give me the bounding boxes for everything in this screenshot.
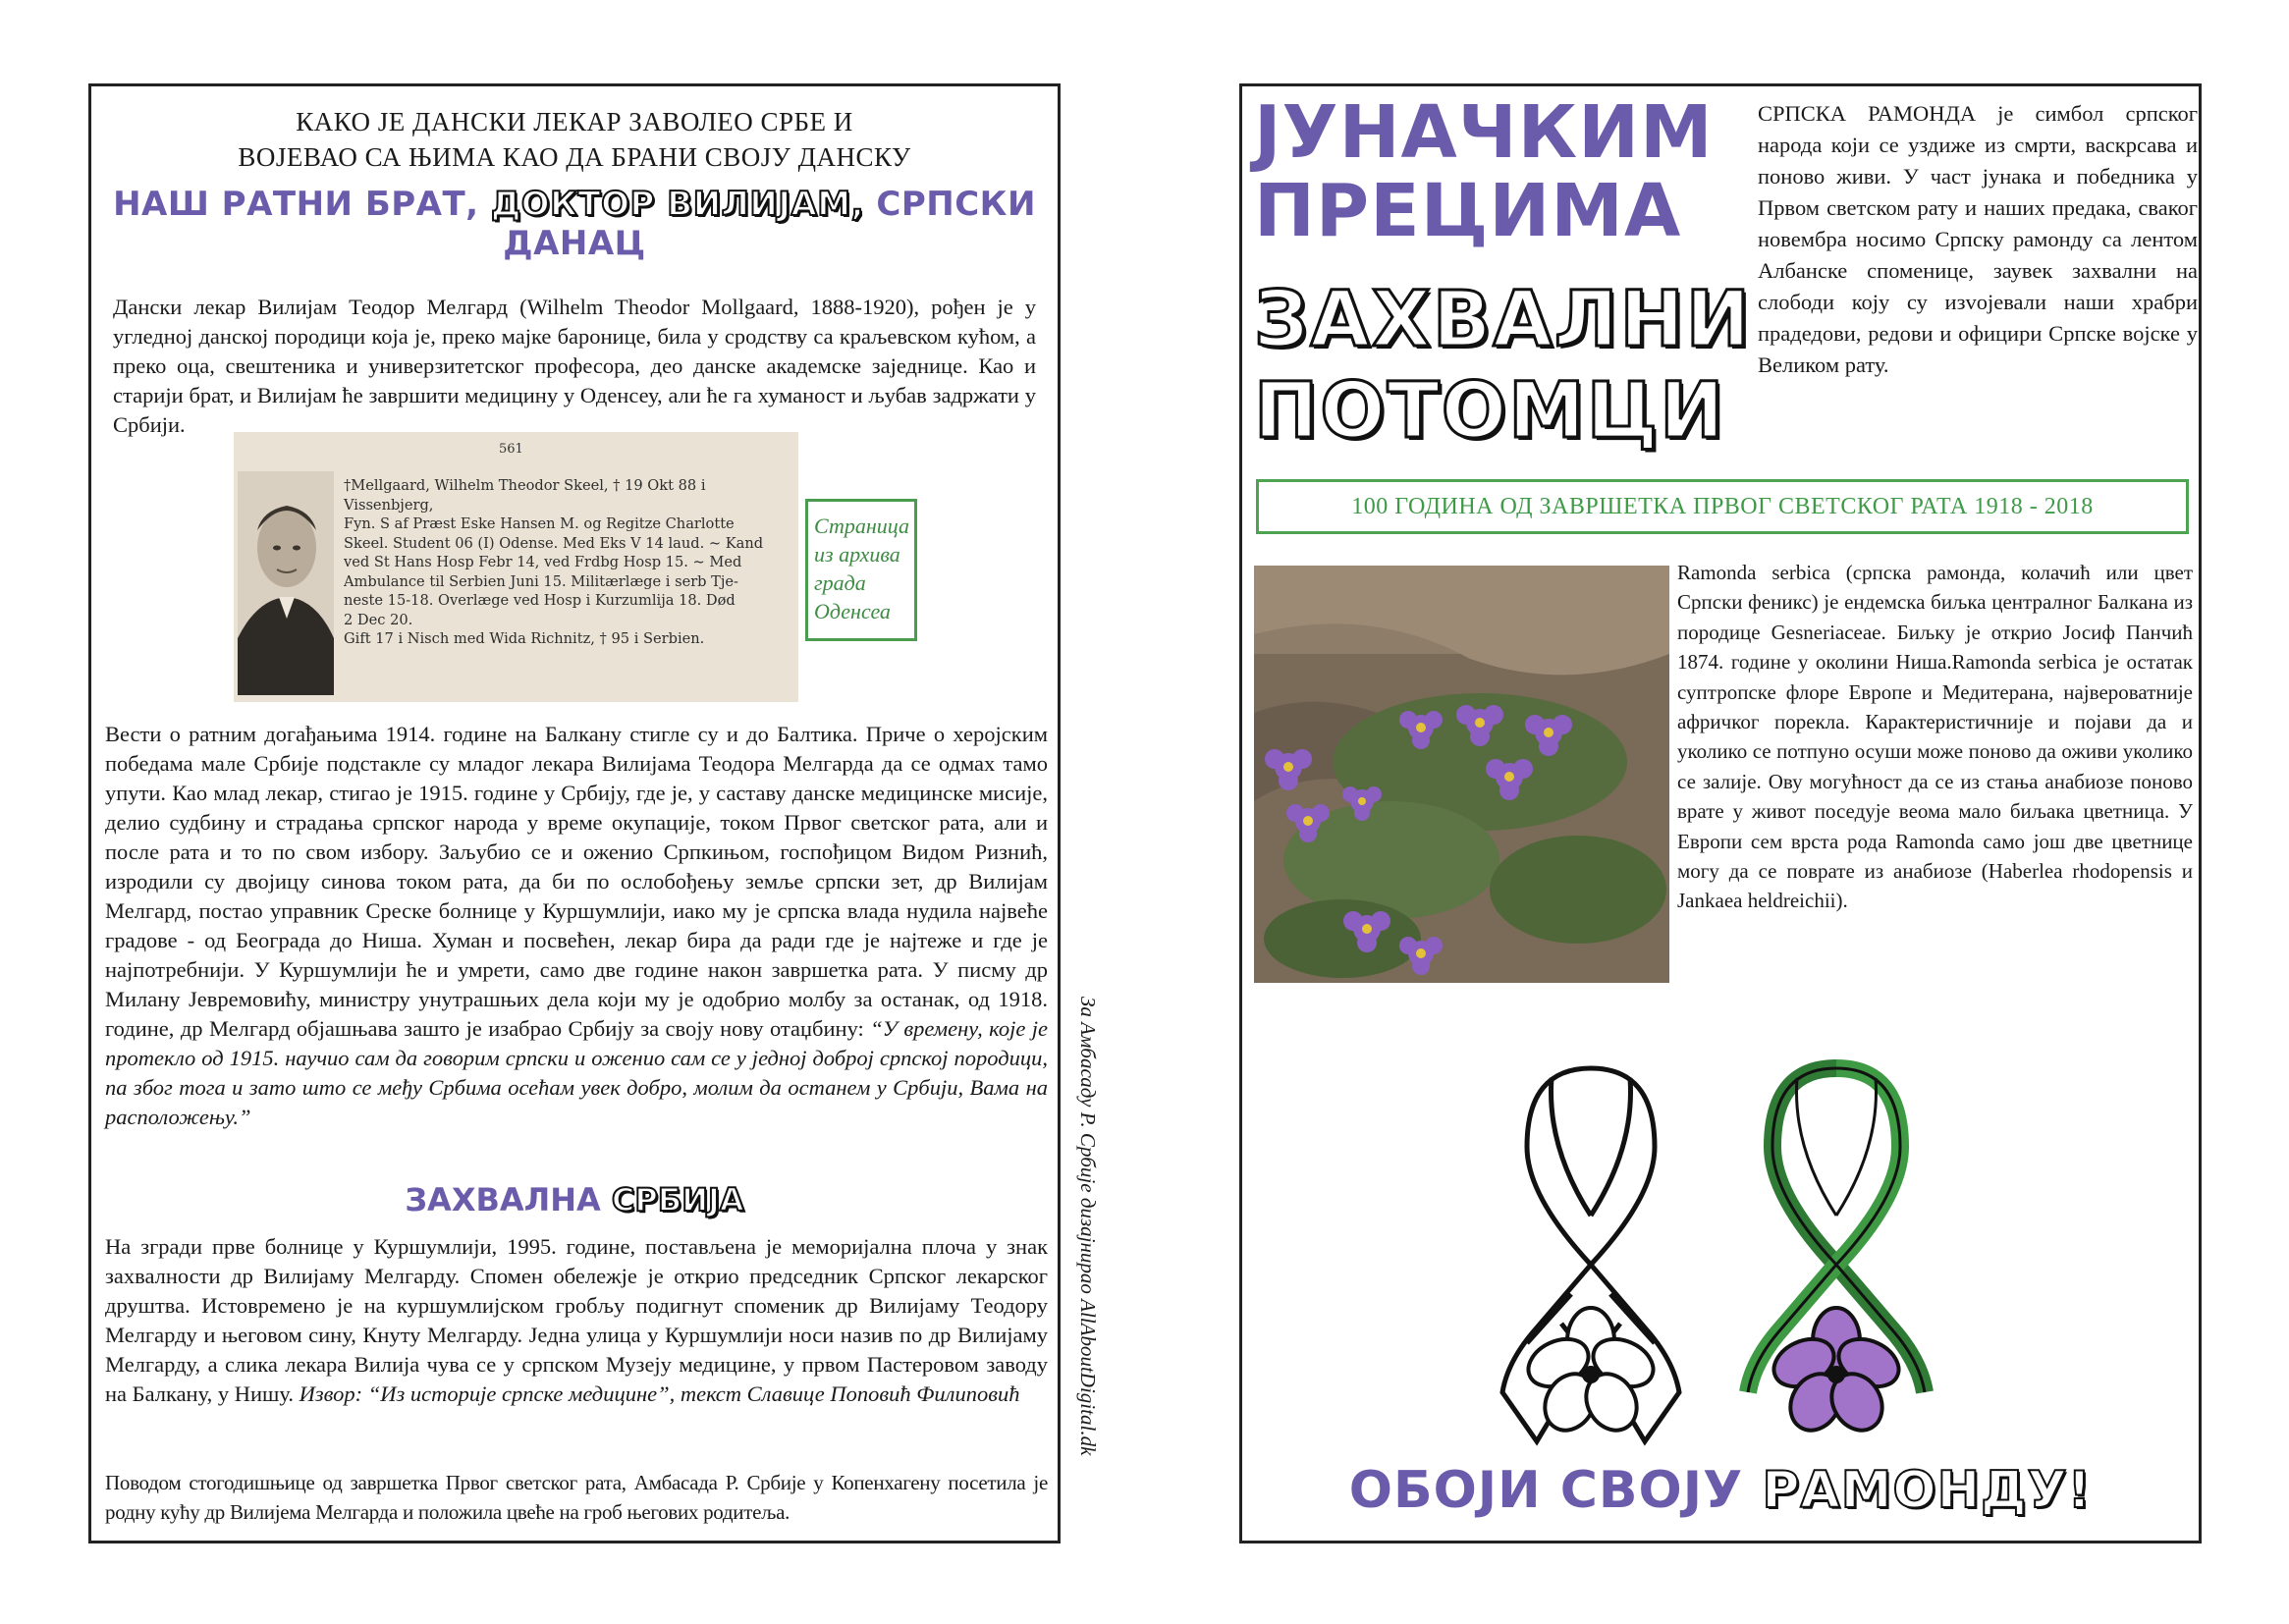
section-subhead	[91, 1181, 1058, 1218]
clipping-text	[344, 476, 790, 649]
archive-clipping	[234, 432, 798, 702]
left-page-panel	[88, 83, 1061, 1543]
paragraph-memorial-text: На згради прве болнице у Куршумлији, 1995. године, постављена је меморијална плоча у знак захвалности др Вилијаму Мелгарду. Спомен обележје је открио председник Српског лекарског друштва. Истовремено је на куршумлијском гробљу подигнут споменик др Вилијаму Теодору Мелгарду и његовом сину, Кнуту Мелгарду. Једна улица у Куршумлији носи назив по др Вилијаму Мелгарду, а слика лекара Вилија чува се у српском Музеју медицине, у првом Пастеровом заводу на Балкану, у Нишу.	[105, 1234, 1048, 1406]
ramonda-flower-photo	[1254, 566, 1669, 983]
title-line-4: ПОТОМЦИ	[1254, 367, 1726, 456]
designer-credit: За Амбасаду Р. Србије дизајнирао AllAboutDigital.dk	[1076, 997, 1100, 1456]
headline-part-1: НАШ РАТНИ БРАТ,	[113, 185, 479, 224]
clipping-line: Gift 17 i Nisch med Wida Richnitz, † 95 i Serbien.	[344, 630, 705, 647]
anniversary-banner: 100 ГОДИНА ОД ЗАВРШЕТКА ПРВОГ СВЕТСКОГ РАТА 1918 - 2018	[1256, 479, 2189, 534]
paragraph-memorial	[105, 1232, 1048, 1409]
clipping-line: Ambulance til Serbien Juni 15. Militærlæge i serb Tje-	[344, 572, 738, 590]
portrait-photo	[238, 471, 334, 695]
clipping-page-number: 561	[499, 442, 523, 457]
archive-caption-box: Страница из архива града Оденсеа	[805, 499, 917, 641]
kicker-line-1: КАКО ЈЕ ДАНСКИ ЛЕКАР ЗАВОЛЕО СРБЕ И	[296, 107, 853, 136]
kicker-line-2: ВОЈЕВАО СА ЊИМА КАО ДА БРАНИ СВОЈУ ДАНСКУ	[238, 142, 911, 172]
paragraph-war-story-text: Вести о ратним догађањима 1914. године на Балкану стигле су и до Балтика. Приче о херојским победама мале Србије подстакле су младог лекара Вилијама Теодора Мелгарда да се одмах тамо упути. Као млад лекар, стигао је 1915. године у Србију, где је, у саставу данске медицинске мисије, делио судбину и страдања српског народа у време окупације, током Првог светског рата, али и после рата и то по свом избору. Заљубио се и оженио Српкињом, госпођицом Видом Ризнић, изродили су двојицу синова током рата, да би по ослобођењу земље српски зет, др Вилијам Мелгард, постао управник Среске болнице у Куршумлији, иако му је српска влада нудила највеће градове - од Београда до Ниша. Хуман и посвећен, лекар бира да ради где је најтеже и где је најпотребнији. У Куршумлији ће и умрети, само две године након завршетка рата. У писму др Милану Јевремовићу, министру унутрашњих дела који му је одобрио молбу за останак, од 1918. године, др Мелгард објашњава зашто је изабрао Србију за своју нову отаџбину:	[105, 722, 1048, 1041]
white-ribbon-icon	[1468, 1039, 1714, 1451]
article-headline	[113, 185, 1036, 263]
headline-part-2: ДОКТОР ВИЛИЈАМ,	[490, 185, 865, 224]
clipping-line: Skeel. Student 06 (I) Odense. Med Eks V 14 laud. ~ Kand	[344, 534, 764, 552]
source-citation: Извор: “Из историје српске медицине”, текст Славице Поповић Филиповић	[299, 1381, 1020, 1406]
ramonda-description: Ramonda serbica (српска рамонда, колачић или цвет Српски феникс) је ендемска биљка централног Балкана из породице Gesneriaceae. Биљку је открио Јосиф Панчић 1874. године у околини Ниша.Ramonda serbica је остатак суптропске флоре Европе и Медитерана, највероватније афричког порекла. Карактеристичније и појави да и уколико се потпуно осуши може поново да оживи уколико се залије. Ову могућност да се из стања анабиозе поново врате у живот поседује веома мало биљака цветница. У Европи сем врста рода Ramonda само још две цветнице могу да се поврате из анабиозе (Haberlea rhodopensis и Jankaea heldreichii).	[1677, 561, 2193, 913]
footer-part-2: РАМОНДУ!	[1762, 1461, 2093, 1520]
clipping-line: †Mellgaard, Wilhelm Theodor Skeel, † 19 Okt 88 i Vissenbjerg,	[344, 477, 706, 514]
right-page-panel	[1239, 83, 2202, 1543]
subhead-part-2: СРБИЈА	[611, 1181, 744, 1218]
paragraph-war-story	[105, 720, 1048, 1132]
paragraph-embassy-visit: Поводом стогодишњице од завршетка Првог светског рата, Амбасада Р. Србије у Копенхагену посетила је родну кућу др Вилијема Мелгарда и положила цвеће на гроб његових родитеља.	[105, 1471, 1048, 1524]
kicker	[113, 104, 1036, 175]
headline-part-3: СРПСКИ ДАНАЦ	[503, 185, 1036, 263]
letter-quote: “У времену, које је протекло од 1915. научио сам да говорим српски и оженио сам се у једној доброј српској породици, па због тога и зато што се међу Србима осећам увек добро, молим да останем у Србији, Вама на расположењу.”	[105, 1016, 1049, 1129]
paragraph-intro: Дански лекар Вилијам Теодор Мелгард (Wilhelm Theodor Mollgaard, 1888-1920), рођен је у угледној данској породици која је, преко мајке баронице, била у сродству са краљевском кућом, а преко оца, свештеника и универзитетског професора, део данске академске заједнице. Као и старији брат, и Вилијам ће завршити медицину у Оденсеу, али ће га хуманост и љубав задржати у Србији.	[113, 295, 1036, 437]
title-line-2: ПРЕЦИМА	[1254, 169, 1682, 253]
colouring-call-to-action	[1242, 1461, 2199, 1520]
ramonda-symbol-intro: СРПСКА РАМОНДА је симбол српског народа који се уздиже из смрти, васкрсава и поново живи. У част јунака и победника у Првом светском рату и наших предака, сваког новембра носимо Српску рамонду са лентом Албанске споменице, заувек захвални на слободи коју су изvojевали наши храбри прадедови, редови и официри Српске војске у Великом рату.	[1758, 101, 2198, 377]
clipping-line: Fyn. S af Præst Eske Hansen M. og Regitze Charlotte	[344, 515, 735, 532]
footer-part-1: ОБОЈИ СВОЈУ	[1348, 1461, 1744, 1520]
title-line-3: ЗАХВАЛНИ	[1254, 276, 1753, 364]
clipping-line: ved St Hans Hosp Febr 14, ved Frdbg Hosp 15. ~ Med	[344, 554, 742, 570]
clipping-line: neste 15-18. Overlæge ved Hosp i Kurzumlija 18. Død	[344, 592, 736, 609]
clipping-line: 2 Dec 20.	[344, 611, 413, 628]
subhead-part-1: ЗАХВАЛНА	[405, 1181, 601, 1218]
title-line-1: ЈУНАЧКИМ	[1254, 90, 1714, 175]
green-ribbon-icon	[1714, 1039, 1959, 1451]
